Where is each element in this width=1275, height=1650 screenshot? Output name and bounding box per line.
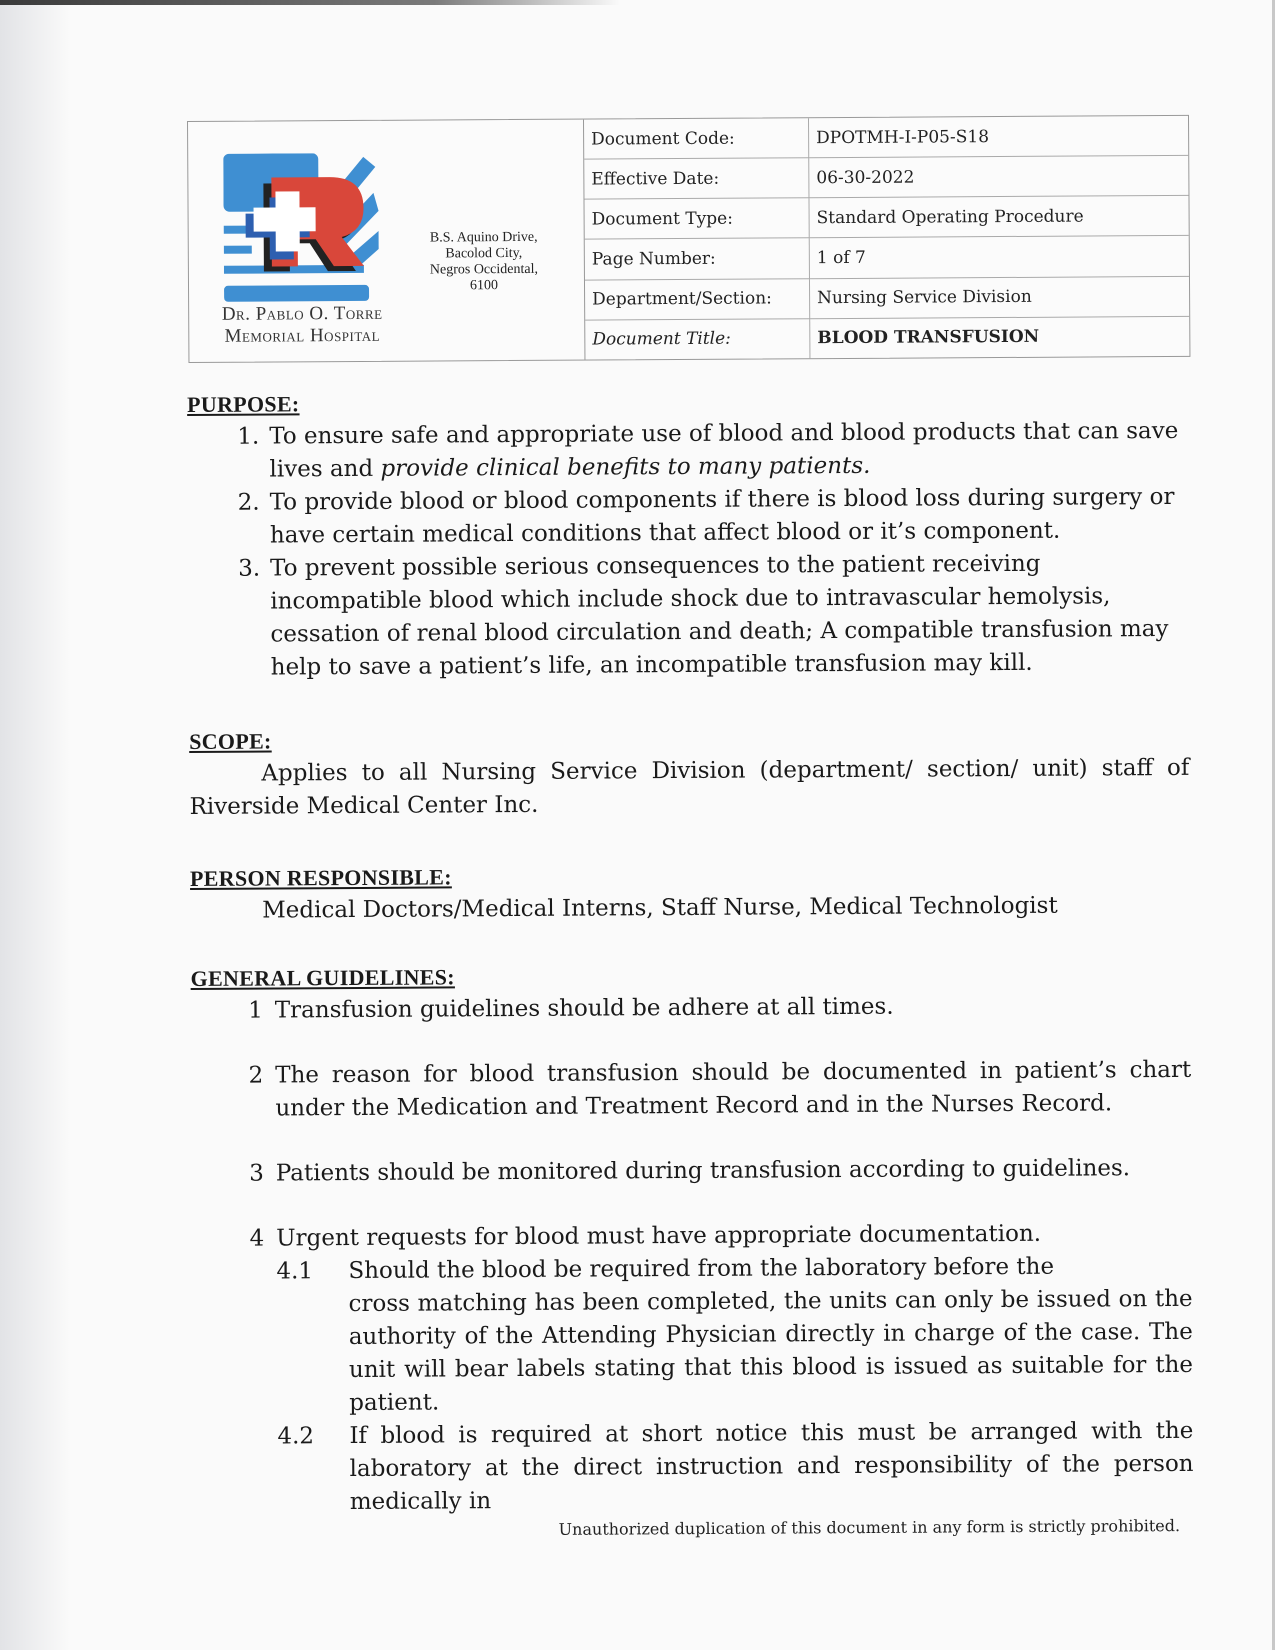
scan-shadow-top (0, 0, 620, 5)
info-label: Document Title: (585, 318, 810, 359)
sub-item-number: 4.2 (277, 1423, 315, 1450)
info-row-department (585, 276, 1189, 320)
item-text: Transfusion guidelines should be adhere at all times. (274, 993, 894, 1024)
info-label: Document Type: (584, 198, 809, 240)
sub-item-text-rest: cross matching has been completed, the units can only be issued on the authority of the Attending Physician directly in charge of the case. The unit will bear labels stating that this blood is issued as suitable for the patient. (348, 1285, 1194, 1417)
info-value: Standard Operating Procedure (809, 196, 1189, 238)
item-text: To provide blood or blood components if there is blood loss during surgery or have certain medical conditions that affect blood or it’s component. (269, 483, 1175, 549)
sub-item-text-line1: Should the blood be required from the laboratory before the (348, 1253, 1055, 1285)
guidelines-list (191, 989, 1194, 1520)
scan-shadow-left (0, 0, 70, 1650)
item-number: 2. (237, 489, 260, 516)
info-value: 1 of 7 (809, 236, 1189, 278)
item-number: 2 (248, 1062, 264, 1089)
address-line: 6100 (469, 278, 499, 294)
document-body (187, 382, 1194, 1520)
purpose-heading: PURPOSE: (187, 391, 300, 417)
hospital-address (414, 230, 554, 295)
info-label: Effective Date: (584, 158, 809, 200)
item-text-italic: provide clinical benefits to many patients. (380, 452, 871, 482)
info-label: Page Number: (585, 238, 810, 280)
scope-text: Applies to all Nursing Service Division (department/ section/ unit) staff of Riverside Medical Center Inc. (189, 754, 1190, 820)
sub-guideline-item (277, 1415, 1194, 1520)
scope-heading: SCOPE: (189, 728, 272, 754)
info-row-document-title (585, 316, 1189, 359)
item-text: To prevent possible serious consequences to the patient receiving incompatible blood which include shock due to intravascular hemolysis, cessation of renal blood circulation and death; A compatible transfusion may help to save a patient’s life, an incompatible transfusion may kill. (270, 550, 1169, 681)
item-number: 1. (237, 423, 260, 450)
sub-item-text: If blood is required at short notice this must be arranged with the laboratory at the direct instruction and responsibility of the person medically in (349, 1417, 1194, 1516)
document-title: BLOOD TRANSFUSION (817, 327, 1040, 349)
sub-guidelines-list (276, 1250, 1194, 1520)
info-row-page-number (585, 236, 1189, 280)
address-line: Bacolod City, (445, 245, 523, 262)
item-number: 3 (249, 1160, 264, 1187)
info-value: Nursing Service Division (809, 276, 1189, 318)
hospital-name-line-1: Dr. Pablo O. Torre (221, 302, 383, 325)
document-info-table (584, 116, 1189, 360)
address-line: Negros Occidental, (429, 261, 538, 278)
item-text-plain: To ensure safe and appropriate use of blood and blood products that can save lives and (269, 417, 1179, 483)
person-responsible-heading: PERSON RESPONSIBLE: (189, 864, 452, 891)
info-value: 06-30-2022 (809, 156, 1189, 198)
item-text (269, 415, 1187, 487)
info-label: Department/Section: (585, 278, 810, 320)
item-number: 3. (238, 555, 261, 582)
guideline-item (191, 989, 1191, 1028)
item-number: 1 (248, 997, 263, 1024)
general-guidelines-heading: GENERAL GUIDELINES: (190, 964, 455, 991)
person-responsible-text: Medical Doctors/Medical Interns, Staff Nurse, Medical Technologist (262, 892, 1058, 924)
sub-item-number: 4.1 (276, 1258, 314, 1285)
purpose-item (187, 415, 1187, 487)
item-text: Urgent requests for blood must have appropriate documentation. (276, 1220, 1042, 1252)
hospital-name (197, 303, 407, 348)
info-label: Document Code: (584, 118, 809, 159)
info-value: DPOTMH-I-P05-S18 (808, 116, 1188, 158)
info-row-effective-date (584, 156, 1188, 200)
hospital-name-line-2: Memorial Hospital (224, 324, 381, 347)
guideline-item (192, 1152, 1192, 1191)
hospital-identity-cell (188, 120, 585, 362)
item-content (276, 1217, 1194, 1520)
purpose-list (187, 415, 1189, 685)
purpose-item (188, 481, 1188, 553)
item-text: Patients should be monitored during transfusion according to guidelines. (275, 1155, 1131, 1187)
sub-guideline-item (276, 1250, 1193, 1421)
hospital-logo-icon (223, 153, 379, 304)
purpose-item (188, 547, 1189, 685)
guideline-item (192, 1217, 1194, 1520)
info-row-document-code (584, 116, 1188, 159)
guideline-item (191, 1054, 1191, 1126)
item-text: The reason for blood transfusion should be documented in patient’s chart under the Medication and Treatment Record and in the Nurses Record. (275, 1056, 1192, 1122)
address-line: B.S. Aquino Drive, (429, 229, 538, 246)
info-row-document-type (584, 196, 1188, 240)
document-header (187, 115, 1190, 363)
sub-item-text (348, 1250, 1193, 1420)
item-number: 4 (249, 1225, 265, 1252)
footer-notice: Unauthorized duplication of this document in any form is strictly prohibited. (558, 1516, 1181, 1539)
